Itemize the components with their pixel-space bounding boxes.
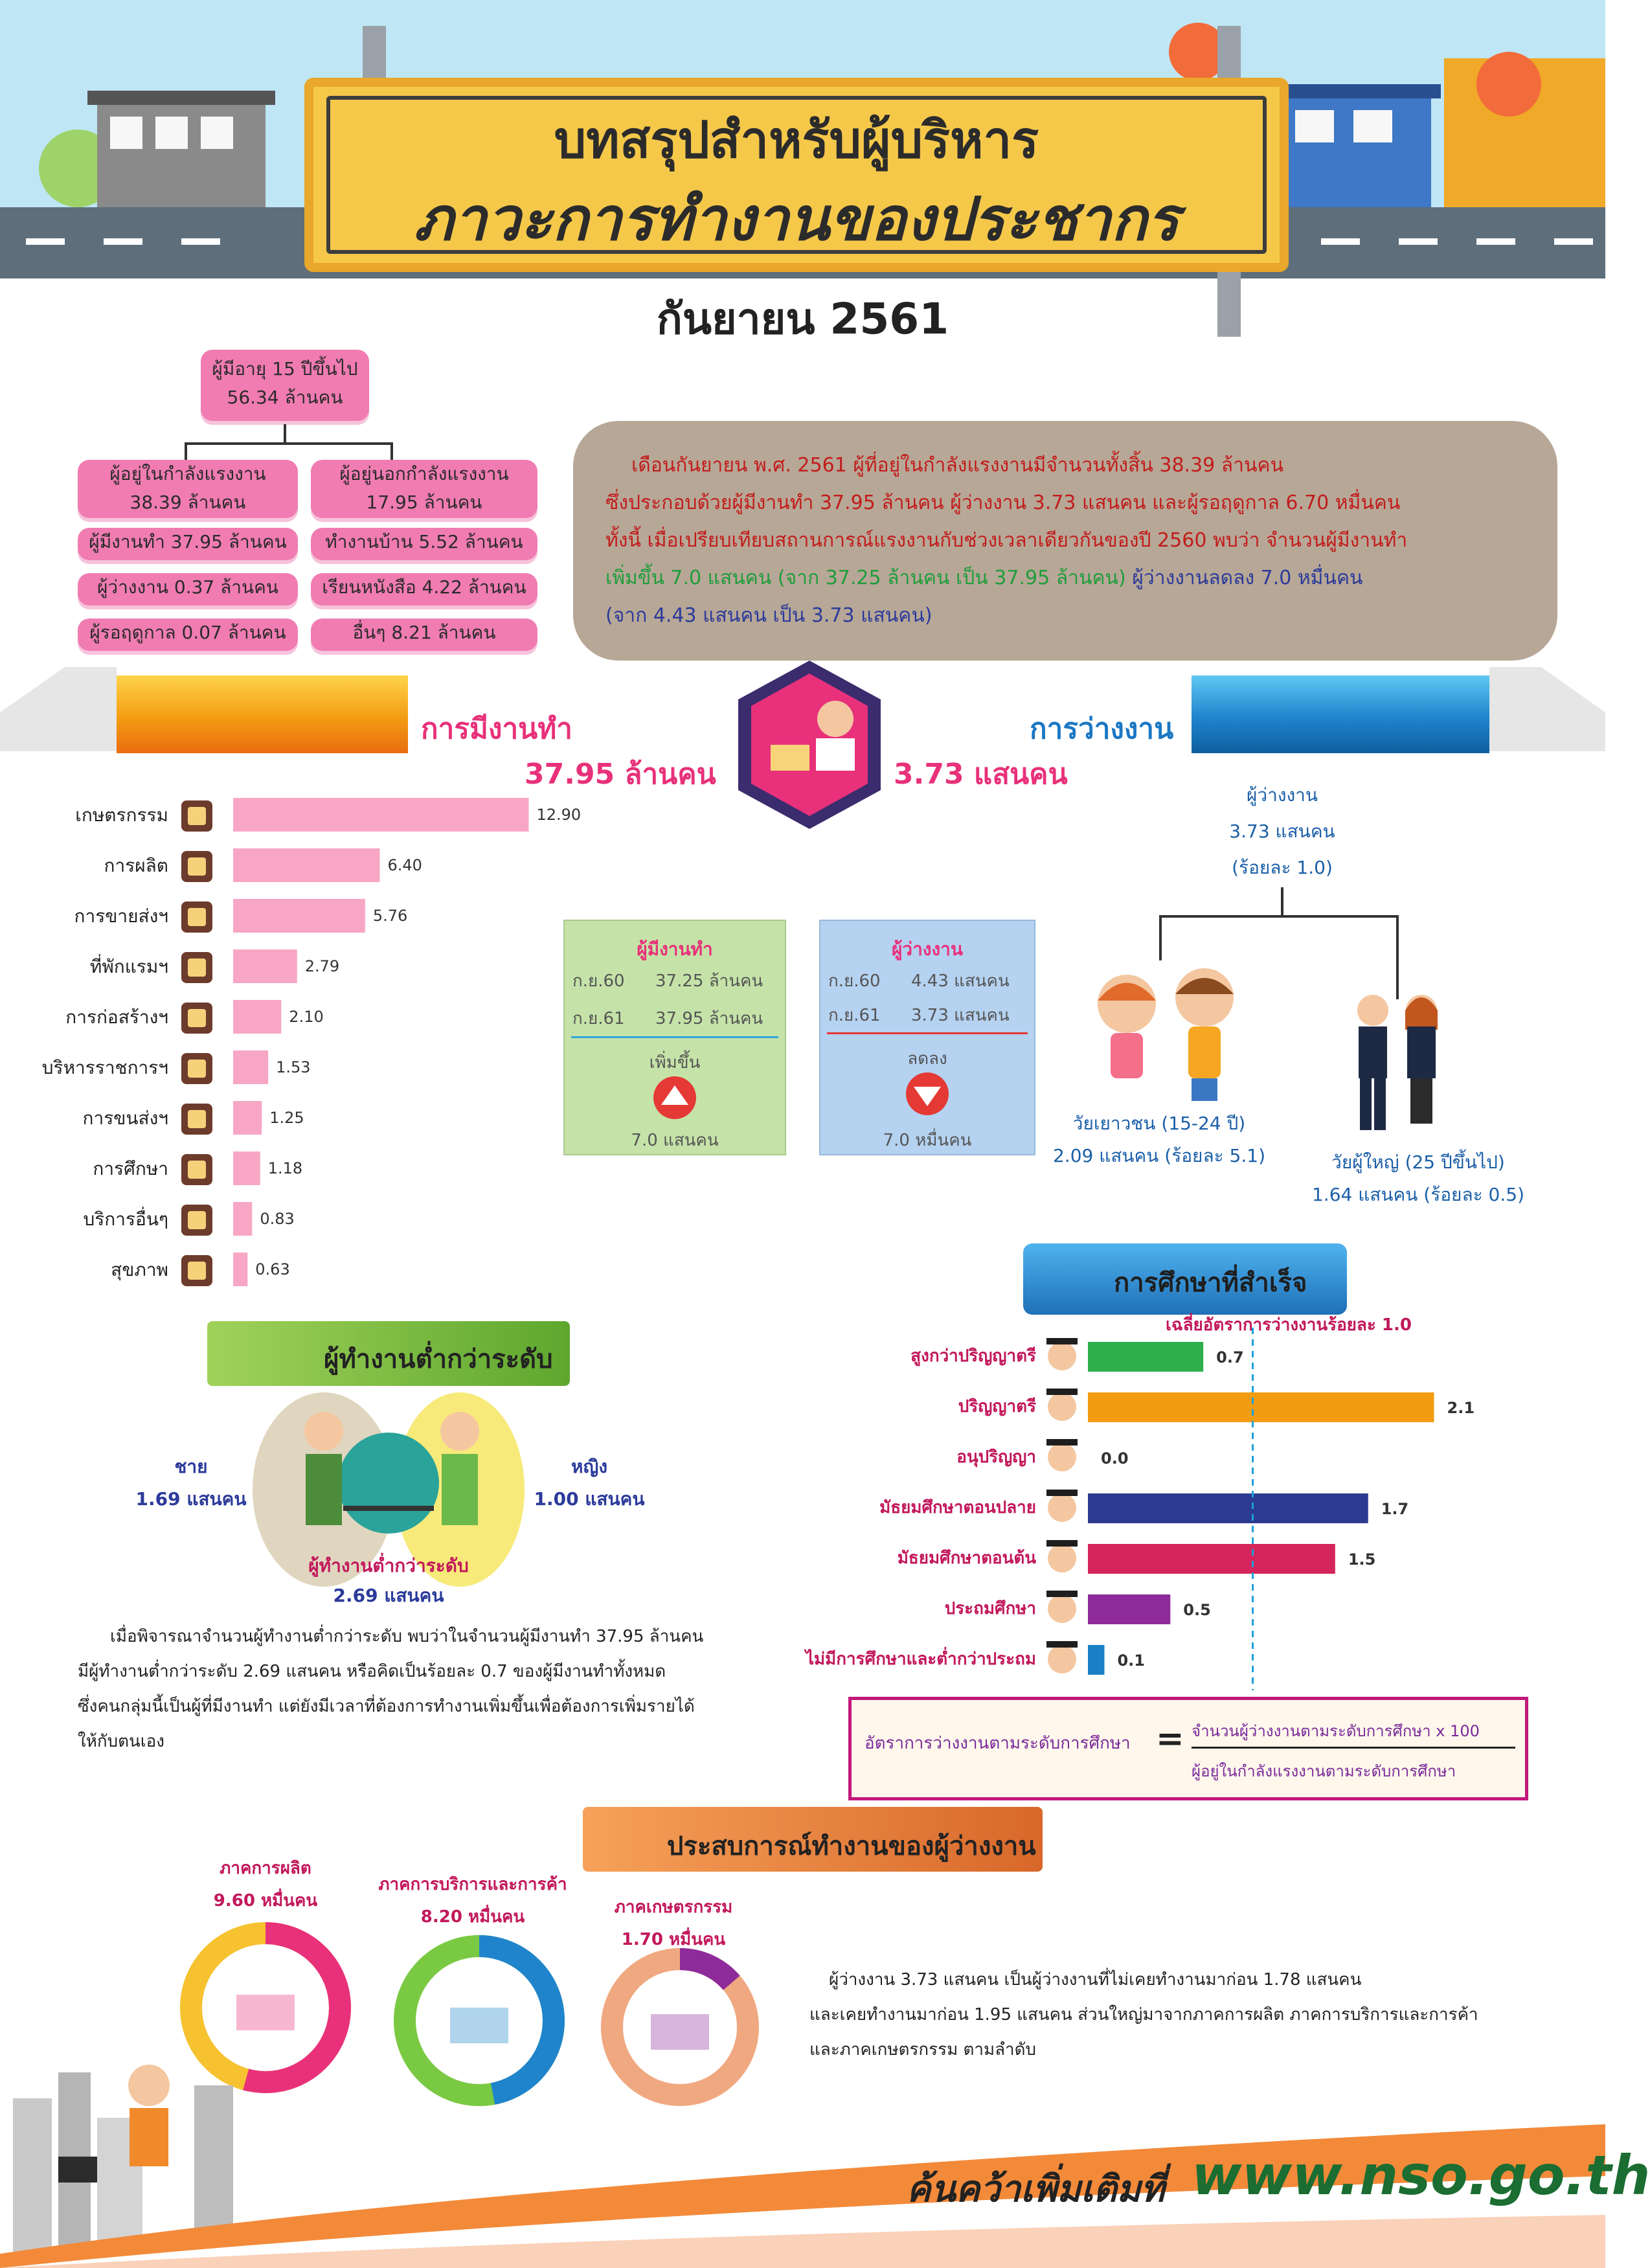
industry-bar [233, 949, 297, 983]
formula-numerator: จำนวนผู้ว่างงานตามระดับการศึกษา x 100 [1192, 1722, 1480, 1740]
tree-connector [1159, 915, 1162, 960]
ring1-info [162, 1852, 369, 1917]
education-title: การศึกษาที่สำเร็จ [1114, 1268, 1307, 1298]
tree-connector [1396, 915, 1399, 999]
tree-connector [390, 442, 393, 462]
compare-unemployed-box [819, 920, 1035, 1155]
education-label: มัธยมศึกษาตอนต้น [897, 1548, 1036, 1568]
adult-label: วัยผู้ใหญ่ (25 ปีขึ้นไป) [1331, 1151, 1505, 1173]
tree-connector [185, 442, 392, 445]
industry-bar [233, 1202, 252, 1236]
summary-line-4a: เพิ่มขึ้น 7.0 แสนคน (จาก 37.25 ล้านคน เป็น 37.95 ล้านคน) [605, 567, 1126, 589]
underemployed-para-2: มีผู้ทำงานต่ำกว่าระดับ 2.69 แสนคน หรือคิดเป็นร้อยละ 0.7 ของผู้มีงานทำทั้งหมด [78, 1662, 666, 1681]
industry-label: เกษตรกรรม [75, 804, 168, 826]
adult-info [1289, 1146, 1548, 1211]
underemployed-paragraph [78, 1619, 764, 1759]
education-bar [1088, 1493, 1368, 1523]
industry-icon-inner [188, 1060, 206, 1078]
education-bar [1088, 1342, 1203, 1372]
education-formula-box [848, 1697, 1528, 1800]
formula-left: อัตราการว่างงานตามระดับการศึกษา [865, 1734, 1131, 1753]
education-value-label: 0.5 [1183, 1601, 1211, 1619]
industry-value-label: 0.83 [260, 1210, 295, 1228]
compare-unemployed-period-1: ก.ย.60 [828, 971, 881, 991]
summary-line-3: ทั้งนี้ เมื่อเปรียบเทียบสถานการณ์แรงงานกับช่วงเวลาเดียวกันของปี 2560 พบว่า จำนวนผู้มีงานทำ [605, 529, 1408, 552]
industry-bar [233, 1050, 268, 1084]
youth-label: วัยเยาวชน (15-24 ปี) [1072, 1113, 1246, 1134]
industry-bar [233, 798, 528, 832]
education-bar-chart [790, 1328, 1476, 1690]
compare-employed-change-label: เพิ่มขึ้น [649, 1053, 701, 1072]
industry-chart-svg [39, 790, 582, 1295]
ring3-value: 1.70 หมื่นคน [621, 1930, 726, 1949]
industry-bar [233, 1000, 281, 1034]
compare-unemployed-period-2: ก.ย.61 [828, 1006, 881, 1025]
industry-bar-chart [39, 790, 582, 1295]
industry-label: การผลิต [104, 855, 168, 876]
education-label: ประถมศึกษา [944, 1599, 1036, 1618]
graduate-cap [1046, 1591, 1078, 1597]
compare-unemployed-title: ผู้ว่างงาน [891, 938, 964, 960]
unemployed-tree-header [1153, 777, 1412, 886]
education-bar [1088, 1645, 1104, 1675]
female-info [518, 1451, 661, 1515]
industry-bar [233, 1151, 260, 1185]
underemployed-title: ผู้ทำงานต่ำกว่าระดับ [324, 1344, 553, 1374]
industry-icon-inner [188, 1110, 206, 1128]
youth-value: 2.09 แสนคน (ร้อยละ 5.1) [1052, 1145, 1266, 1166]
divider [827, 1032, 1028, 1034]
compare-unemployed-value-1: 4.43 แสนคน [911, 971, 1010, 991]
increase-arrow-icon [652, 1075, 697, 1120]
ring1-value: 9.60 หมื่นคน [213, 1891, 318, 1911]
industry-label: สุขภาพ [111, 1259, 168, 1280]
industry-label: บริหารราชการฯ [41, 1057, 168, 1078]
compare-unemployed-value-2: 3.73 แสนคน [911, 1006, 1010, 1025]
summary-line-2: ซึ่งประกอบด้วยผู้มีงานทำ 37.95 ล้านคน ผู้ว่างงาน 3.73 แสนคน และผู้รอฤดูกาล 6.70 หมื่นคน [605, 492, 1401, 514]
graduate-icon [1048, 1594, 1076, 1623]
employment-ribbon [117, 675, 408, 753]
studying-box: เรียนหนังสือ 4.22 ล้านคน [311, 573, 537, 606]
female-value: 1.00 แสนคน [534, 1488, 645, 1510]
experience-ribbon [583, 1807, 1043, 1872]
unemployed-tree-value: 3.73 แสนคน [1229, 821, 1335, 842]
industry-label: การขายส่งฯ [74, 905, 168, 927]
industry-value-label: 1.18 [267, 1159, 303, 1177]
summary-line-5: (จาก 4.43 แสนคน เป็น 3.73 แสนคน) [605, 604, 932, 627]
education-chart-svg [790, 1328, 1476, 1690]
outside-labor-value: 17.95 ล้านคน [366, 492, 482, 513]
unemployment-ribbon [1192, 675, 1489, 753]
industry-icon-inner [188, 1161, 206, 1179]
divider [571, 1036, 778, 1038]
industry-value-label: 5.76 [372, 907, 408, 925]
underemployed-ribbon [207, 1321, 570, 1386]
education-label: อนุปริญญา [956, 1447, 1036, 1467]
tree-connector [1281, 887, 1283, 916]
industry-value-label: 1.53 [276, 1058, 311, 1076]
underemployed-total-info [291, 1551, 486, 1611]
industry-value-label: 0.63 [255, 1260, 290, 1278]
report-month: กันยายน 2561 [656, 294, 949, 344]
ring3-label: ภาคเกษตรกรรม [614, 1898, 733, 1917]
youth-info [1043, 1107, 1276, 1172]
education-average-label: เฉลี่ยอัตราการว่างงานร้อยละ 1.0 [1166, 1315, 1412, 1335]
male-info [117, 1451, 266, 1515]
industry-icon-inner [188, 1211, 206, 1229]
industry-label: การขนส่งฯ [82, 1107, 168, 1129]
summary-line-1: เดือนกันยายน พ.ศ. 2561 ผู้ที่อยู่ในกำลังแรงงานมีจำนวนทั้งสิ้น 38.39 ล้านคน [631, 454, 1284, 477]
education-value-label: 0.0 [1101, 1449, 1129, 1468]
industry-bar [233, 899, 365, 933]
industry-label: การก่อสร้างฯ [65, 1006, 168, 1028]
industry-bar [233, 1253, 247, 1286]
education-title-ribbon [1023, 1243, 1347, 1315]
employment-value: 37.95 ล้านคน [525, 758, 716, 791]
education-value-label: 1.5 [1348, 1550, 1376, 1569]
tree-connector [284, 424, 286, 444]
industry-bar [233, 848, 379, 882]
experience-title: ประสบการณ์ทำงานของผู้ว่างงาน [667, 1831, 1036, 1861]
graduate-icon [1048, 1443, 1076, 1471]
youth-icon [1075, 965, 1256, 1107]
labor-force-box [78, 460, 298, 518]
underemployed-para-1: เมื่อพิจารณาจำนวนผู้ทำงานต่ำกว่าระดับ พบว่าในจำนวนผู้มีงานทำ 37.95 ล้านคน [110, 1627, 704, 1646]
sector-icon [651, 2014, 709, 2050]
employed-box: ผู้มีงานทำ 37.95 ล้านคน [78, 528, 298, 560]
experience-para-1: ผู้ว่างงาน 3.73 แสนคน เป็นผู้ว่างงานที่ไม่เคยทำงานมาก่อน 1.78 แสนคน [829, 1970, 1362, 1990]
graduate-icon [1048, 1544, 1076, 1572]
education-value-label: 2.1 [1447, 1399, 1475, 1417]
compare-employed-period-2: ก.ย.61 [572, 1009, 625, 1028]
unemployed-tree-pct: (ร้อยละ 1.0) [1232, 857, 1333, 878]
footer-url-link[interactable]: www.nso.go.th [1192, 2144, 1650, 2207]
graduate-cap [1046, 1540, 1078, 1547]
industry-icon-inner [188, 958, 206, 977]
education-label: มัธยมศึกษาตอนปลาย [879, 1498, 1036, 1517]
education-bar [1088, 1392, 1434, 1422]
outside-labor-box [311, 460, 537, 518]
industry-label: การศึกษา [93, 1158, 168, 1179]
formula-denominator: ผู้อยู่ในกำลังแรงงานตามระดับการศึกษา [1192, 1762, 1456, 1780]
underemployed-para-4: ให้กับตนเอง [78, 1732, 164, 1751]
main-subtitle: ภาวะการทำงานของประชากร [414, 185, 1179, 254]
industry-label: ที่พักแรมฯ [89, 956, 168, 977]
industry-value-label: 12.90 [536, 806, 582, 824]
unemployment-value: 3.73 แสนคน [894, 758, 1068, 791]
ring2-value: 8.20 หมื่นคน [420, 1907, 525, 1927]
underemployed-total-label: ผู้ทำงานต่ำกว่าระดับ [308, 1555, 469, 1576]
industry-icon-inner [188, 857, 206, 876]
outside-labor-label: ผู้อยู่นอกกำลังแรงงาน [339, 463, 509, 484]
industry-value-label: 2.10 [289, 1008, 324, 1026]
graduate-cap [1046, 1439, 1078, 1446]
male-value: 1.69 แสนคน [135, 1488, 247, 1510]
formula-equals: = [1156, 1719, 1184, 1758]
summary-line-4b: ผู้ว่างงานลดลง 7.0 หมื่นคน [1132, 567, 1363, 589]
formula-divider [1192, 1747, 1515, 1749]
main-title: บทสรุปสำหรับผู้บริหาร [554, 111, 1039, 170]
adult-value: 1.64 แสนคน (ร้อยละ 0.5) [1311, 1184, 1525, 1205]
female-label: หญิง [571, 1456, 607, 1477]
graduate-cap [1046, 1641, 1078, 1648]
seasonal-box: ผู้รอฤดูกาล 0.07 ล้านคน [78, 618, 298, 651]
housework-box: ทำงานบ้าน 5.52 ล้านคน [311, 528, 537, 560]
industry-icon-inner [188, 908, 206, 926]
tree-connector [1159, 915, 1399, 918]
graduate-cap [1046, 1389, 1078, 1395]
graduate-icon [1048, 1645, 1076, 1673]
office-work-icon [732, 661, 887, 829]
header-banner [0, 0, 1605, 344]
compare-employed-box [563, 920, 786, 1155]
graduate-icon [1048, 1392, 1076, 1421]
experience-para-3: และภาคเกษตรกรรม ตามลำดับ [809, 2040, 1037, 2059]
graduate-cap [1046, 1338, 1078, 1344]
compare-unemployed-change-label: ลดลง [907, 1049, 947, 1069]
labor-force-label: ผู้อยู่ในกำลังแรงงาน [109, 463, 266, 484]
sector-icon [236, 1995, 295, 2030]
graduate-icon [1048, 1493, 1076, 1522]
population-total-label: ผู้มีอายุ 15 ปีขึ้นไป [212, 358, 358, 380]
title-board [304, 78, 1289, 272]
graduate-cap [1046, 1490, 1078, 1496]
education-bar [1088, 1594, 1170, 1624]
underemployed-total-value: 2.69 แสนคน [333, 1585, 444, 1606]
unemployment-title: การว่างงาน [1030, 712, 1174, 745]
population-total-box [201, 350, 369, 421]
compare-employed-change-value: 7.0 แสนคน [631, 1131, 719, 1150]
male-label: ชาย [174, 1456, 208, 1477]
education-value-label: 1.7 [1381, 1500, 1409, 1518]
ring1-label: ภาคการผลิต [220, 1859, 311, 1878]
adult-icon [1340, 991, 1457, 1133]
compare-unemployed-change-value: 7.0 หมื่นคน [883, 1131, 972, 1150]
industry-label: บริการอื่นๆ [83, 1208, 168, 1230]
compare-employed-period-1: ก.ย.60 [572, 971, 625, 991]
education-label: สูงกว่าปริญญาตรี [910, 1346, 1036, 1366]
ring2-label: ภาคการบริการและการค้า [378, 1875, 567, 1894]
industry-icon-inner [188, 1262, 206, 1280]
tree-connector [185, 442, 187, 462]
education-bar [1088, 1544, 1335, 1574]
experience-para-2: และเคยทำงานมาก่อน 1.95 แสนคน ส่วนใหญ่มาจากภาคการผลิต ภาคการบริการและการค้า [809, 2005, 1478, 2024]
sector-icon [450, 2008, 508, 2043]
footer-text: ค้นคว้าเพิ่มเติมที่ [907, 2168, 1165, 2210]
underemployed-para-3: ซึ่งคนกลุ่มนี้เป็นผู้ที่มีงานทำ แต่ยังมีเวลาที่ต้องการทำงานเพิ่มขึ้นเพื่อต้องการเพิ่มรายได้ [78, 1697, 695, 1716]
industry-value-label: 1.25 [269, 1109, 304, 1127]
unemployed-tree-label: ผู้ว่างงาน [1246, 784, 1318, 806]
others-box: อื่นๆ 8.21 ล้านคน [311, 618, 537, 651]
industry-bar [233, 1101, 262, 1135]
labor-force-value: 38.39 ล้านคน [130, 492, 246, 513]
compare-employed-value-1: 37.25 ล้านคน [655, 971, 763, 991]
industry-icon-inner [188, 807, 206, 825]
experience-paragraph [809, 1962, 1554, 2067]
industry-value-label: 6.40 [387, 856, 422, 874]
graduate-icon [1048, 1342, 1076, 1370]
summary-box [573, 421, 1557, 661]
education-label: ปริญญาตรี [958, 1397, 1036, 1416]
industry-value-label: 2.79 [304, 957, 340, 975]
compare-employed-title: ผู้มีงานทำ [637, 938, 713, 960]
education-value-label: 0.1 [1117, 1651, 1145, 1670]
education-label: ไม่มีการศึกษาและต่ำกว่าประถม [805, 1650, 1036, 1669]
population-total-value: 56.34 ล้านคน [227, 387, 343, 408]
employment-title: การมีงานทำ [421, 712, 572, 745]
industry-icon-inner [188, 1009, 206, 1027]
compare-employed-value-2: 37.95 ล้านคน [655, 1009, 763, 1028]
unemployed-box: ผู้ว่างงาน 0.37 ล้านคน [78, 573, 298, 606]
decrease-arrow-icon [905, 1071, 950, 1117]
education-value-label: 0.7 [1216, 1348, 1244, 1366]
